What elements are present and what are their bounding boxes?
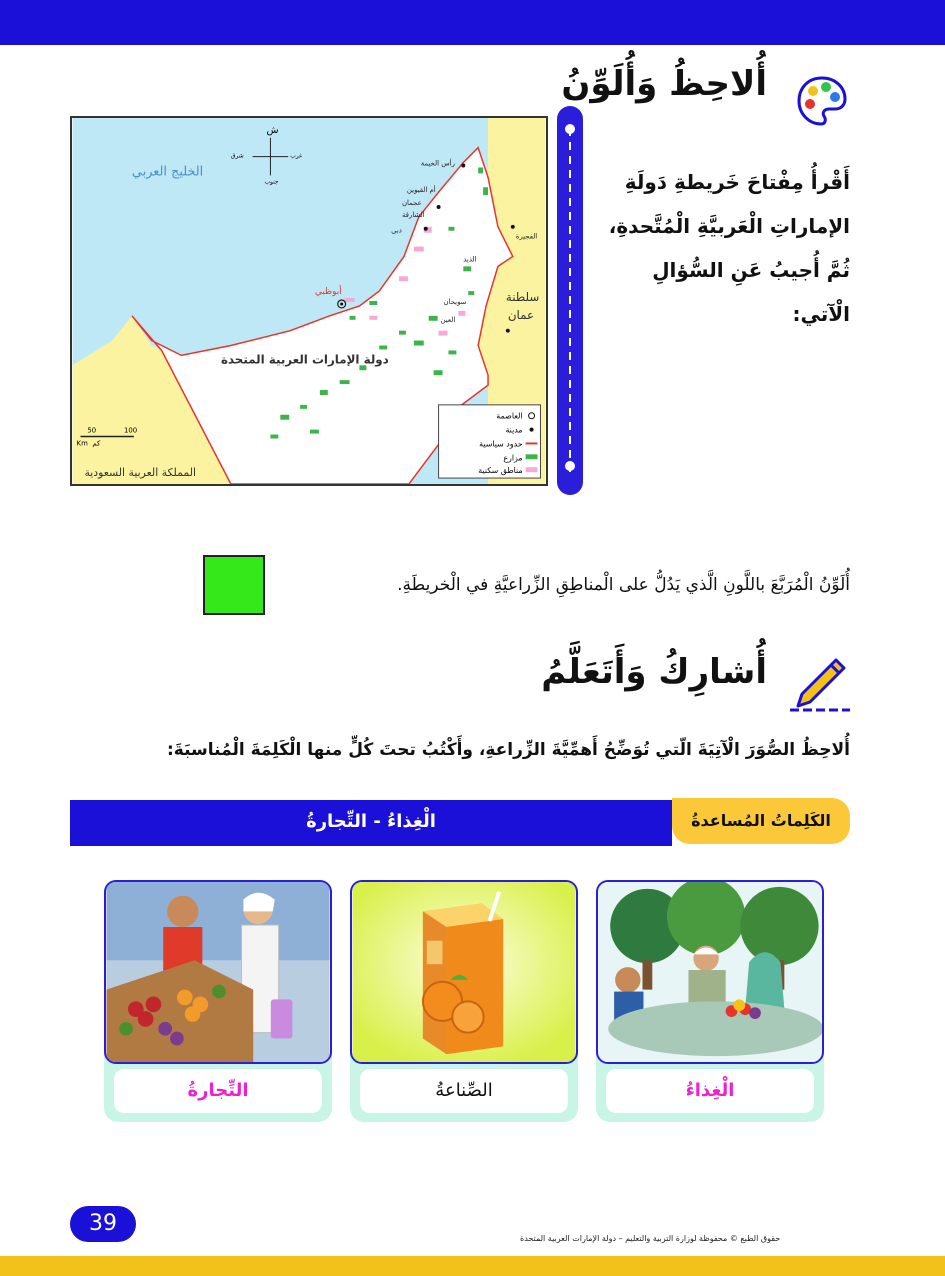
compass-east: شرق (230, 152, 244, 160)
answer-field[interactable]: الصِّناعةُ (360, 1069, 568, 1113)
helper-words-bar: الْغِذاءُ - التِّجارةُ (70, 800, 672, 846)
svg-text:مزارع: مزارع (503, 453, 523, 463)
answer-field[interactable]: الْغِذاءُ (606, 1069, 814, 1113)
map-city-label: الذيد (463, 255, 477, 264)
section-title-participate-learn: أُشارِكُ وَأَتَعَلَّمُ (541, 652, 767, 692)
color-answer-box[interactable] (203, 555, 265, 615)
svg-text:مناطق سكنية: مناطق سكنية (478, 466, 523, 476)
gulf-label: الخليج العربي (131, 164, 204, 180)
juice-box-illustration (352, 882, 576, 1062)
svg-text:العاصمة: العاصمة (496, 411, 523, 421)
city-dot (437, 205, 441, 209)
trade-picture (104, 880, 332, 1064)
saudi-label: المملكة العربية السعودية (84, 466, 197, 480)
map-drawing (72, 118, 546, 484)
market-illustration (106, 882, 330, 1062)
answer-field[interactable]: التِّجارةُ (114, 1069, 322, 1113)
uae-map (70, 116, 548, 486)
city-dot (424, 227, 428, 231)
map-city-label: دبي (391, 226, 402, 235)
map-city-label: الفجيرة (515, 232, 538, 241)
map-city-label: الشارقة (401, 210, 425, 219)
oman-label-1: سلطنة (505, 290, 540, 304)
city-dot (461, 164, 465, 168)
copyright-notice: حقوق الطبع © محفوظة لوزارة التربية والتعليم – دولة الإمارات العربية المتحدة (520, 1234, 781, 1243)
city-dot (506, 329, 510, 333)
compass-north: ش (266, 124, 279, 136)
compass-south: جنوب (264, 178, 279, 186)
compass-west: غرب (290, 152, 303, 160)
section-title-observe-color: أُلاحِظُ وَأُلَوِّنُ (561, 64, 767, 104)
color-question: أُلَوِّنُ الْمُرَبَّعَ باللَّونِ الَّذي يَدُلُّ على الْمناطِقِ الزِّراعيَّةِ في الْخريطَةِ. (397, 575, 850, 595)
svg-text:مدينة: مدينة (505, 425, 523, 435)
map-legend (439, 405, 541, 478)
industry-card (350, 880, 578, 1122)
decorative-rail (557, 106, 583, 495)
svg-text:50: 50 (87, 426, 97, 435)
page-number: 39 (70, 1206, 136, 1242)
uae-label: دولة الإمارات العربية المتحدة (220, 352, 389, 367)
food-picture (596, 880, 824, 1064)
bottom-banner (0, 1256, 945, 1276)
capital-label: أبوظبي (314, 287, 342, 298)
map-city-label: أم القيوين (406, 186, 436, 195)
svg-text:100: 100 (124, 426, 138, 435)
activity-instruction: أُلاحِظُ الصُّوَرَ الْآتِيَةَ الّتي تُوَضِّحُ أَهمِّيَّةَ الزِّراعةِ، وأَكْتُبُ تحتَ كُلٍّ منها الْكَلِمَةَ الْمُناسبَةَ: (166, 740, 850, 760)
map-city-label: سويحان (443, 297, 467, 306)
pencil-icon (788, 650, 852, 712)
city-dot (511, 225, 515, 229)
oman-label-2: عمان (507, 307, 535, 322)
map-city-label: رأس الخيمة (420, 159, 455, 168)
map-city-label: العين (440, 315, 456, 324)
helper-words-tag: الكَلِماتُ المُساعدةُ (672, 798, 850, 844)
svg-text:Km: Km (76, 439, 88, 448)
top-banner (0, 0, 945, 45)
palette-icon (795, 74, 849, 128)
trade-card (104, 880, 332, 1122)
instruction-paragraph: أَقْرأُ مِفْتاحَ خَريطةِ دَولَةِ الإماراتِ الْعَربيَّةِ الْمُتَّحدةِ، ثُمَّ أُجيبُ عَنِ السُّؤالِ الْآتي: (608, 170, 850, 326)
food-card (596, 880, 824, 1122)
industry-picture (350, 880, 578, 1064)
svg-text:كم: كم (92, 439, 101, 448)
family-meal-illustration (598, 882, 822, 1062)
svg-text:حدود سياسية: حدود سياسية (479, 439, 523, 449)
map-city-label: عجمان (401, 199, 422, 208)
